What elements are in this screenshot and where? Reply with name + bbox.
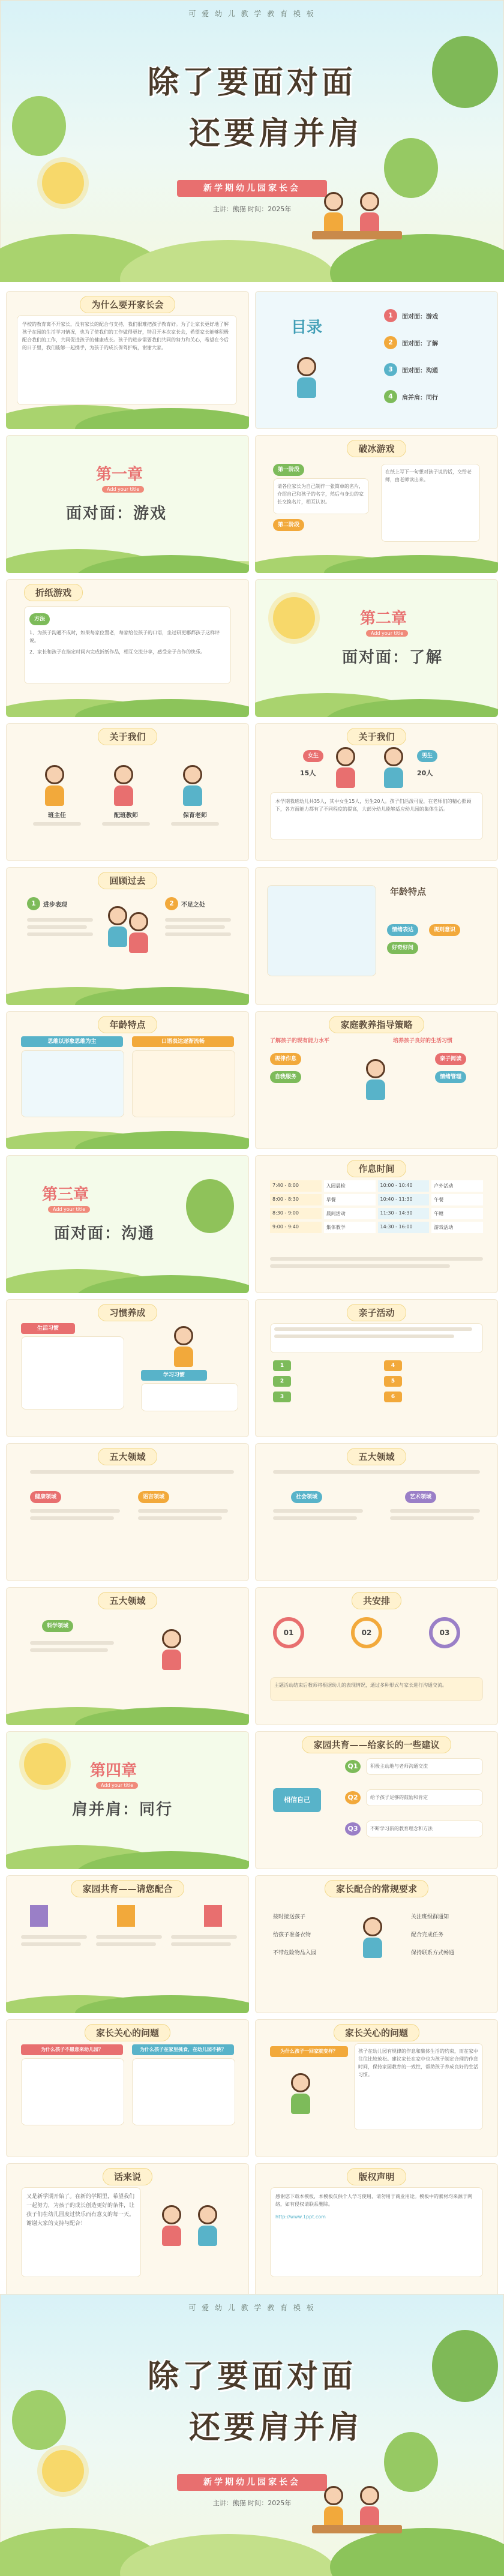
rule-1: 1、为孩子沟通不成时，如果每家位置老，每家给位孩子的口语，坐过研更哪都孩子这样评说。 xyxy=(29,630,220,643)
slide-schedule xyxy=(255,1155,498,1293)
teacher-role: 配班教师 xyxy=(114,812,138,819)
disclaimer-body: 感谢您下载本模板，本模板仅供个人学习使用，请勿用于商业用途。模板中的素材均来源于网络，如有侵权请联系删除。 xyxy=(275,2194,472,2207)
chapter-num: 第三章 xyxy=(42,1186,89,1204)
faq-question: 为什么孩子一回家就变样？ xyxy=(270,2046,348,2057)
cell: 入园晨检 xyxy=(324,1180,376,1192)
chapter-title: 面对面：游戏 xyxy=(66,505,167,523)
point-1: 进步表现 xyxy=(43,902,67,908)
activity-num: 1 xyxy=(273,1360,291,1371)
left-list xyxy=(273,1908,316,1962)
slide-meeting-purpose xyxy=(6,291,249,429)
chapter-num: 第四章 xyxy=(90,1762,137,1780)
kid-illustration xyxy=(363,1917,382,1958)
talk-body: 又是新学期开始了。在新的学期里，希望我们一起努力，为孩子的成长创造更好的条件，让孩子们在幼儿园度过快乐而有意义的每一天。谢谢大家的支持与配合！ xyxy=(26,2194,135,2227)
slide-faq-2 xyxy=(255,2019,498,2157)
cell: 8:30 - 9:00 xyxy=(270,1208,322,1219)
method-label: 方法 xyxy=(29,613,50,625)
slide-toc xyxy=(255,291,498,429)
boy-illustration xyxy=(384,747,403,788)
col-1-title: 思维以形象思维为主 xyxy=(21,1036,123,1047)
list-item: 配合完成任务 xyxy=(411,1932,444,1938)
faq-question: 为什么孩子不愿意来幼儿园？ xyxy=(21,2044,123,2055)
kids-playing-illustration xyxy=(267,885,376,976)
faq-question: 为什么孩子在家里挑食，在幼儿园不挑？ xyxy=(132,2044,234,2055)
cell: 早餐 xyxy=(324,1194,376,1205)
list-item: 关注班级群通知 xyxy=(411,1914,449,1920)
kid-illustration xyxy=(162,1629,181,1670)
slide-icebreak xyxy=(255,435,498,573)
cell: 10:00 - 10:40 xyxy=(378,1180,430,1192)
teacher-role: 保育老师 xyxy=(183,812,207,819)
cover-title-line1: 除了要面对面 xyxy=(147,65,356,101)
edu-tag: 自我服务 xyxy=(270,1071,301,1083)
teacher-illustration xyxy=(183,765,202,806)
kid-illustration xyxy=(162,2205,181,2246)
list-item: 按时接送孩子 xyxy=(273,1914,306,1920)
visit-note: 主题活动结束后教师将根据幼儿的表现情况，通过多种形式与家长进行沟通交流。 xyxy=(274,1683,447,1688)
chapter-num: 第二章 xyxy=(360,610,407,628)
list-item: 给孩子准备衣物 xyxy=(273,1932,311,1938)
disclaimer-link[interactable]: http://www.1ppt.com xyxy=(275,2214,326,2220)
slide-title: 年龄特点 xyxy=(98,1016,157,1033)
activity-num: 2 xyxy=(273,1376,291,1387)
slide-chapter-2 xyxy=(255,579,498,717)
end-title-line2: 还要肩并肩 xyxy=(188,2410,363,2446)
toc-item-1[interactable]: 面对面：游戏 xyxy=(402,314,438,320)
activity-num: 4 xyxy=(384,1360,402,1371)
boys-label: 男生 xyxy=(417,750,437,762)
point-icon: 1 xyxy=(27,897,40,910)
sun-icon xyxy=(42,162,84,204)
slide-body: 学校的教育离不开家长，没有家长的配合与支持，我们很难把孩子教育好。为了让家长更好地了解孩子在园的生活学习情况，也为了使我们的工作做得更好，特召开本次家长会，希望家长能够积极配合我们的工作，共同促进孩子的健康成长。孩子的进步需要我们共同的努力和关心，希望在今后的日子里，我们能够一起携手，为孩子的成长保驾护航，谢谢大家。 xyxy=(22,322,229,350)
area-tag: 社会领域 xyxy=(291,1491,322,1503)
trait-tag: 好奇好问 xyxy=(387,942,418,954)
q-num: Q3 xyxy=(345,1822,361,1836)
cover-subtitle: 新学期幼儿园家长会 xyxy=(177,180,327,197)
kid-illustration xyxy=(324,192,343,233)
slide-title: 年龄特点 xyxy=(390,886,427,897)
left-title: 了解孩子的现有能力水平 xyxy=(270,1038,330,1044)
slide-title: 家园共育——请您配合 xyxy=(71,1880,184,1897)
point-2: 不足之处 xyxy=(181,902,205,908)
teacher-illustration xyxy=(114,765,133,806)
kid-illustration xyxy=(108,906,127,947)
cell: 户外活动 xyxy=(431,1180,483,1192)
end-title-line1: 除了要面对面 xyxy=(147,2359,356,2395)
chapter-en: Add your title xyxy=(366,630,408,637)
slide-title: 关于我们 xyxy=(98,728,157,745)
teacher-role: 班主任 xyxy=(48,812,66,819)
slide-title: 为什么要开家长会 xyxy=(80,296,175,313)
activity-num: 6 xyxy=(384,1392,402,1402)
stage2-label: 第二阶段 xyxy=(273,519,304,531)
slide-title: 破冰游戏 xyxy=(347,440,406,457)
slide-requests xyxy=(255,1875,498,2013)
cell: 晨间活动 xyxy=(324,1208,376,1219)
slide-title: 家园共育——给家长的一些建议 xyxy=(302,1736,451,1753)
edu-tag: 亲子阅读 xyxy=(435,1053,466,1065)
end-meta: 主讲：熊猫 时间：2025年 xyxy=(212,2499,292,2507)
q-num: Q1 xyxy=(345,1760,361,1773)
slide-five-areas-3 xyxy=(6,1587,249,1725)
left-title: 生活习惯 xyxy=(21,1323,75,1334)
slide-title: 五大领域 xyxy=(98,1448,157,1465)
girls-count: 15人 xyxy=(300,769,316,777)
desk-illustration xyxy=(312,2525,402,2533)
girl-illustration xyxy=(336,747,355,788)
girls-label: 女生 xyxy=(303,750,323,762)
slide-title: 亲子活动 xyxy=(347,1304,406,1321)
kid-illustration xyxy=(198,2205,217,2246)
trait-tag: 情绪表达 xyxy=(387,924,418,936)
slide-title: 五大领域 xyxy=(347,1448,406,1465)
desk-illustration xyxy=(312,231,402,239)
toc-num: 3 xyxy=(384,363,397,376)
chapter-title: 面对面：沟通 xyxy=(54,1225,155,1243)
slide-family-edu xyxy=(255,1011,498,1149)
q2-text: 给予孩子足够的鼓励和肯定 xyxy=(370,1795,428,1800)
slide-age-traits xyxy=(255,867,498,1005)
slide-chapter-1 xyxy=(6,435,249,573)
toc-title: 目录 xyxy=(291,319,323,337)
q-num: Q2 xyxy=(345,1791,361,1804)
slide-cooperation-tips xyxy=(255,1731,498,1869)
slide-review xyxy=(6,867,249,1005)
slide-about-teachers xyxy=(6,723,249,861)
slide-title: 习惯养成 xyxy=(98,1304,157,1321)
stage2-text: 在纸上写下一句想对孩子说的话，交给老师，由老师读出来。 xyxy=(385,469,472,482)
slide-title: 家长关心的问题 xyxy=(334,2024,419,2041)
class-body: 本学期我班幼儿共35人，其中女生15人，男生20人。孩子们活泼可爱，在老师们的精心照顾下，各方面能力都有了不同程度的提高，大部分幼儿能够适应幼儿园的集体生活。 xyxy=(275,799,472,812)
cell: 14:30 - 16:00 xyxy=(378,1222,430,1233)
kid-illustration xyxy=(324,2486,343,2527)
end-slide xyxy=(0,2294,504,2576)
bookmark-icon xyxy=(30,1905,48,1927)
cover-top-label: 可 爱 幼 儿 教 学 教 育 模 板 xyxy=(188,10,316,18)
kid-illustration xyxy=(129,912,148,953)
list-item: 不带危险物品入园 xyxy=(273,1950,317,1956)
boys-count: 20人 xyxy=(417,769,433,777)
toc-num: 1 xyxy=(384,309,397,322)
slide-title: 版权声明 xyxy=(347,2168,406,2185)
kid-illustration xyxy=(174,1326,193,1367)
kid-illustration xyxy=(360,2486,379,2527)
slide-home-visit xyxy=(255,1587,498,1725)
point-icon: 2 xyxy=(165,897,178,910)
circle-num: 01 xyxy=(273,1617,304,1648)
end-subtitle: 新学期幼儿园家长会 xyxy=(177,2474,327,2491)
edu-tag: 情绪管理 xyxy=(435,1071,466,1083)
q3-text: 不断学习新的教育理念和方法 xyxy=(370,1826,433,1831)
slide-title: 话来说 xyxy=(103,2168,152,2185)
toc-num: 4 xyxy=(384,390,397,403)
schedule-table xyxy=(270,1180,483,1233)
sun-icon xyxy=(42,2450,84,2492)
stage1-text: 请各位家长为自己制作一张简单的名片，介绍自己和孩子的名字，然后与身边的家长交换名片，相互认识。 xyxy=(277,484,364,505)
kid-illustration xyxy=(291,2073,310,2114)
rule-2: 2、家长和孩子在指定时间内完成折纸作品，相互交流分享，感受亲子合作的快乐。 xyxy=(29,649,206,655)
slide-title: 五大领域 xyxy=(98,1592,157,1609)
slide-title: 关于我们 xyxy=(347,728,406,745)
slide-title: 作息时间 xyxy=(347,1160,406,1177)
cover-title-line2: 还要肩并肩 xyxy=(188,116,363,152)
slide-faq-1 xyxy=(6,2019,249,2157)
activity-num: 5 xyxy=(384,1376,402,1387)
cover-slide xyxy=(0,0,504,282)
list-item: 保持联系方式畅通 xyxy=(411,1950,455,1956)
area-tag: 语言领域 xyxy=(138,1491,169,1503)
cell: 7:40 - 8:00 xyxy=(270,1180,322,1192)
cell: 集体教学 xyxy=(324,1222,376,1233)
slide-title: 共安排 xyxy=(352,1592,401,1609)
col-2-title: 口语表达逐渐流畅 xyxy=(132,1036,234,1047)
cover-meta: 主讲：熊猫 时间：2025年 xyxy=(212,205,292,213)
area-tag: 艺术领域 xyxy=(405,1491,436,1503)
stage1-label: 第一阶段 xyxy=(273,464,304,476)
slide-disclaimer xyxy=(255,2163,498,2301)
slide-five-areas-2 xyxy=(255,1443,498,1581)
bookmark-icon xyxy=(117,1905,135,1927)
chapter-title: 面对面：了解 xyxy=(342,649,443,667)
cell: 午睡 xyxy=(431,1208,483,1219)
toc-item-4[interactable]: 肩并肩：同行 xyxy=(402,395,438,401)
chapter-en: Add your title xyxy=(102,486,144,493)
right-list xyxy=(411,1908,454,1962)
kid-illustration xyxy=(366,1059,385,1100)
area-tag: 健康领域 xyxy=(30,1491,61,1503)
cell: 8:00 - 8:30 xyxy=(270,1194,322,1205)
slide-title: 家长关心的问题 xyxy=(85,2024,170,2041)
kid-illustration xyxy=(360,192,379,233)
slide-cooperate-work xyxy=(6,1875,249,2013)
circle-num: 03 xyxy=(429,1617,460,1648)
cell: 游戏活动 xyxy=(431,1222,483,1233)
cell: 9:00 - 9:40 xyxy=(270,1222,322,1233)
slide-five-areas-1 xyxy=(6,1443,249,1581)
end-top-label: 可 爱 幼 儿 教 学 教 育 模 板 xyxy=(188,2304,316,2312)
teacher-illustration xyxy=(45,765,64,806)
toc-item-2[interactable]: 面对面：了解 xyxy=(402,341,438,347)
slide-about-class xyxy=(255,723,498,861)
slide-chapter-4 xyxy=(6,1731,249,1869)
slide-title: 折纸游戏 xyxy=(24,584,83,601)
slide-activities xyxy=(255,1299,498,1437)
right-title: 学习习惯 xyxy=(141,1370,207,1381)
slide-title: 家长配合的常规要求 xyxy=(325,1880,428,1897)
edu-tag: 规律作息 xyxy=(270,1053,301,1065)
toc-item-3[interactable]: 面对面：沟通 xyxy=(402,368,438,374)
right-title: 培养孩子良好的生活习惯 xyxy=(393,1038,453,1044)
trait-tag: 规则意识 xyxy=(429,924,460,936)
chapter-en: Add your title xyxy=(48,1206,90,1213)
chapter-num: 第一章 xyxy=(96,466,143,484)
sun-icon xyxy=(273,597,315,639)
chapter-en: Add your title xyxy=(96,1782,138,1789)
cell: 午餐 xyxy=(431,1194,483,1205)
slide-fold-game xyxy=(6,579,249,717)
activity-num: 3 xyxy=(273,1392,291,1402)
slide-talk xyxy=(6,2163,249,2301)
slide-chapter-3 xyxy=(6,1155,249,1293)
toc-num: 2 xyxy=(384,336,397,349)
slide-title: 回顾过去 xyxy=(98,872,157,889)
chapter-title: 肩并肩：同行 xyxy=(72,1801,173,1819)
center-label: 相信自己 xyxy=(273,1788,321,1812)
circle-num: 02 xyxy=(351,1617,382,1648)
faq-answer: 孩子在幼儿园有规律的作息和集体生活的约束，而在家中往往比较放松。建议家长在家中也为孩子制定合理的作息时间，保持家园教育的一致性，帮助孩子养成良好的生活习惯。 xyxy=(358,2049,478,2077)
slide-habits xyxy=(6,1299,249,1437)
area-tag: 科学领域 xyxy=(42,1620,73,1632)
cell: 10:40 - 11:30 xyxy=(378,1194,430,1205)
slide-age-traits-2 xyxy=(6,1011,249,1149)
cell: 11:30 - 14:30 xyxy=(378,1208,430,1219)
sun-icon xyxy=(24,1743,66,1785)
bookmark-icon xyxy=(204,1905,222,1927)
q1-text: 积极主动地与老师沟通交流 xyxy=(370,1764,428,1769)
tree-icon xyxy=(186,1179,234,1233)
kid-illustration xyxy=(297,357,316,398)
slide-title: 家庭教养指导策略 xyxy=(329,1016,424,1033)
